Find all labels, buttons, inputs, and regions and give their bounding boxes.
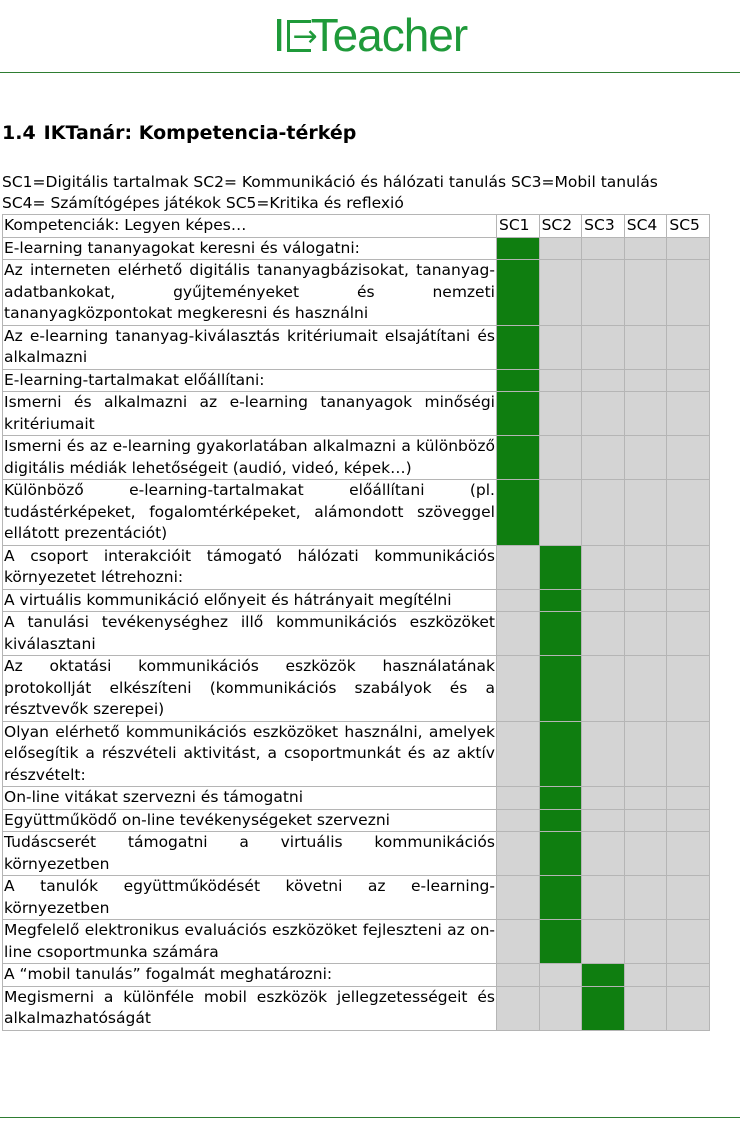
sc4-cell: [624, 809, 667, 832]
sc5-cell: [667, 809, 710, 832]
table-row: [3, 237, 710, 260]
sc4-cell: [624, 325, 667, 369]
sc1-cell: [496, 589, 539, 612]
sc3-cell: [582, 920, 625, 964]
sc5-cell: [667, 612, 710, 656]
table-row: [3, 369, 710, 392]
sc1-cell: [496, 656, 539, 722]
column-header-sc3: SC3: [582, 215, 625, 238]
logo-arrow-icon: [287, 20, 311, 52]
sc2-cell: [539, 237, 582, 260]
sc3-cell-active: [582, 964, 625, 987]
sc1-cell: [496, 787, 539, 810]
sc4-cell: [624, 964, 667, 987]
sc1-cell-active: [496, 480, 539, 546]
sc5-cell: [667, 656, 710, 722]
sc5-cell: [667, 237, 710, 260]
sc2-cell-active: [539, 612, 582, 656]
sc2-cell: [539, 436, 582, 480]
sc3-cell: [582, 721, 625, 787]
sc5-cell: [667, 721, 710, 787]
sc4-cell: [624, 392, 667, 436]
sc2-cell: [539, 986, 582, 1030]
sc2-cell-active: [539, 876, 582, 920]
sc1-cell: [496, 876, 539, 920]
sc5-cell: [667, 920, 710, 964]
sc1-cell: [496, 545, 539, 589]
sc2-cell-active: [539, 787, 582, 810]
sc4-cell: [624, 260, 667, 326]
sc2-cell-active: [539, 809, 582, 832]
sc4-cell: [624, 369, 667, 392]
competence-text: A “mobil tanulás” fogalmát meghatározni:: [3, 964, 497, 987]
sc1-cell: [496, 612, 539, 656]
sc3-cell: [582, 480, 625, 546]
sc2-cell: [539, 480, 582, 546]
table-row: [3, 545, 710, 589]
sc5-cell: [667, 369, 710, 392]
footer-divider: [0, 1117, 740, 1118]
sc4-cell: [624, 480, 667, 546]
competence-text: A csoport interakcióit támogató hálózati kommunikációs környezetet létrehozni:: [3, 545, 497, 589]
sc1-cell: [496, 809, 539, 832]
sc2-cell: [539, 369, 582, 392]
sc1-cell: [496, 986, 539, 1030]
sc5-cell: [667, 545, 710, 589]
sc2-cell-active: [539, 589, 582, 612]
competence-text: A tanulási tevékenységhez illő kommunikációs eszközöket kiválasztani: [3, 612, 497, 656]
sc4-cell: [624, 589, 667, 612]
sc1-cell: [496, 832, 539, 876]
sc5-cell: [667, 260, 710, 326]
table-row: [3, 809, 710, 832]
table-row: [3, 436, 710, 480]
sc4-cell: [624, 876, 667, 920]
sc1-cell-active: [496, 369, 539, 392]
sc1-cell: [496, 920, 539, 964]
sc3-cell: [582, 832, 625, 876]
competence-text: On-line vitákat szervezni és támogatni: [3, 787, 497, 810]
sc5-cell: [667, 832, 710, 876]
table-header-row: [3, 215, 710, 238]
sc1-cell-active: [496, 436, 539, 480]
column-header-sc1: SC1: [496, 215, 539, 238]
sc5-cell: [667, 787, 710, 810]
table-row: [3, 260, 710, 326]
sc2-cell-active: [539, 920, 582, 964]
table-row: [3, 612, 710, 656]
sc5-cell: [667, 392, 710, 436]
sc2-cell-active: [539, 656, 582, 722]
sc3-cell: [582, 612, 625, 656]
header-divider: [0, 72, 740, 73]
sc1-cell-active: [496, 260, 539, 326]
sc3-cell: [582, 809, 625, 832]
table-row: [3, 325, 710, 369]
sc4-cell: [624, 787, 667, 810]
sc5-cell: [667, 480, 710, 546]
sc1-cell: [496, 721, 539, 787]
competence-text: Megismerni a különféle mobil eszközök jellegzetességeit és alkalmazhatóságát: [3, 986, 497, 1030]
sc5-cell: [667, 876, 710, 920]
table-row: [3, 656, 710, 722]
sc5-cell: [667, 589, 710, 612]
sc2-cell: [539, 964, 582, 987]
legend-line-2: SC4= Számítógépes játékok SC5=Kritika és reflexió: [2, 194, 404, 212]
competence-text: E-learning tananyagokat keresni és válogatni:: [3, 237, 497, 260]
logo-text-teacher: Teacher: [310, 9, 468, 61]
sc1-cell-active: [496, 237, 539, 260]
sc1-cell: [496, 964, 539, 987]
table-row: [3, 986, 710, 1030]
sc2-cell-active: [539, 721, 582, 787]
column-header-sc5: SC5: [667, 215, 710, 238]
sc3-cell: [582, 325, 625, 369]
competence-text: Olyan elérhető kommunikációs eszközöket használni, amelyek elősegítik a részvételi aktivitást, a csoportmunkát és az aktív részvételt:: [3, 721, 497, 787]
sc1-cell-active: [496, 392, 539, 436]
legend-line-1: SC1=Digitális tartalmak SC2= Kommunikáció és hálózati tanulás SC3=Mobil tanulás: [2, 173, 658, 191]
sc1-cell-active: [496, 325, 539, 369]
sc-legend: [2, 172, 722, 214]
competence-column-header: Kompetenciák: Legyen képes…: [3, 215, 497, 238]
table-row: [3, 721, 710, 787]
competence-text: Ismerni és alkalmazni az e-learning tananyagok minőségi kritériumait: [3, 392, 497, 436]
sc2-cell-active: [539, 832, 582, 876]
logo-text-i: I: [272, 9, 285, 61]
table-row: [3, 589, 710, 612]
sc4-cell: [624, 545, 667, 589]
sc4-cell: [624, 237, 667, 260]
competence-text: Tudáscserét támogatni a virtuális kommunikációs környezetben: [3, 832, 497, 876]
sc3-cell: [582, 392, 625, 436]
sc5-cell: [667, 436, 710, 480]
sc5-cell: [667, 986, 710, 1030]
section-title: IKTanár: Kompetencia-térkép: [43, 122, 357, 144]
competence-text: Az oktatási kommunikációs eszközök használatának protokollját elkészíteni (kommunikációs szabályok és a résztvevők szerepei): [3, 656, 497, 722]
sc5-cell: [667, 325, 710, 369]
section-heading: [2, 120, 356, 146]
sc3-cell: [582, 787, 625, 810]
sc4-cell: [624, 920, 667, 964]
sc2-cell-active: [539, 545, 582, 589]
sc5-cell: [667, 964, 710, 987]
sc3-cell: [582, 545, 625, 589]
competence-text: A tanulók együttműködését követni az e-learning-környezetben: [3, 876, 497, 920]
sc4-cell: [624, 721, 667, 787]
table-row: [3, 876, 710, 920]
sc3-cell: [582, 237, 625, 260]
sc3-cell: [582, 369, 625, 392]
section-number: 1.4: [2, 122, 36, 144]
competence-text: Különböző e-learning-tartalmakat előállítani (pl. tudástérképeket, fogalomtérképeket, alámondott szöveggel ellátott prezentációt): [3, 480, 497, 546]
sc4-cell: [624, 436, 667, 480]
sc3-cell: [582, 876, 625, 920]
competence-text: Az e-learning tananyag-kiválasztás kritériumait elsajátítani és alkalmazni: [3, 325, 497, 369]
sc4-cell: [624, 656, 667, 722]
competence-text: Az interneten elérhető digitális tananyagbázisokat, tananyag-adatbankokat, gyűjteményeket és nemzeti tananyagközpontokat megkeresni és használni: [3, 260, 497, 326]
icteacher-logo: [0, 8, 740, 62]
sc3-cell: [582, 260, 625, 326]
sc3-cell-active: [582, 986, 625, 1030]
sc4-cell: [624, 986, 667, 1030]
sc3-cell: [582, 656, 625, 722]
sc3-cell: [582, 436, 625, 480]
competence-map-table: [2, 214, 710, 1031]
competence-text: Megfelelő elektronikus evaluációs eszközöket fejleszteni az on-line csoportmunka számára: [3, 920, 497, 964]
sc4-cell: [624, 612, 667, 656]
table-row: [3, 787, 710, 810]
sc3-cell: [582, 589, 625, 612]
sc2-cell: [539, 392, 582, 436]
table-body: [3, 237, 710, 1030]
sc2-cell: [539, 260, 582, 326]
table-row: [3, 480, 710, 546]
column-header-sc2: SC2: [539, 215, 582, 238]
table-row: [3, 964, 710, 987]
competence-text: E-learning-tartalmakat előállítani:: [3, 369, 497, 392]
column-header-sc4: SC4: [624, 215, 667, 238]
sc2-cell: [539, 325, 582, 369]
competence-text: Ismerni és az e-learning gyakorlatában alkalmazni a különböző digitális médiák lehetőségeit (audió, videó, képek…): [3, 436, 497, 480]
table-row: [3, 392, 710, 436]
sc4-cell: [624, 832, 667, 876]
competence-text: A virtuális kommunikáció előnyeit és hátrányait megítélni: [3, 589, 497, 612]
table-row: [3, 920, 710, 964]
competence-text: Együttműködő on-line tevékenységeket szervezni: [3, 809, 497, 832]
table-row: [3, 832, 710, 876]
